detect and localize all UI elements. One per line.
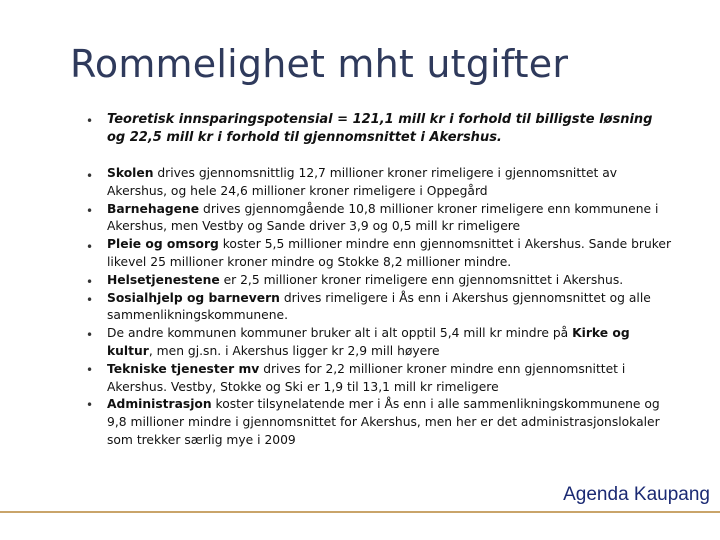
intro-text: Teoretisk innsparingspotensial = 121,1 mill kr i forhold til billigste løsning og 22,5 mill kr i forhold til gjennomsnittet i Akershus. xyxy=(107,112,653,145)
list-item xyxy=(107,290,672,326)
brand-logo-text: Agenda Kaupang xyxy=(563,484,710,505)
item-bold: Kirke og kultur xyxy=(107,326,630,358)
list-item xyxy=(107,325,672,361)
item-bold: Administrasjon xyxy=(107,397,212,412)
bullet-icon: • xyxy=(86,293,94,307)
item-text: koster 5,5 millioner mindre enn gjennomsnittet i Akershus. Sande bruker likevel 25 millioner kroner mindre og Stokke 8,2 millioner mindre. xyxy=(107,237,672,269)
list-item xyxy=(107,165,672,201)
item-text: De andre kommunen kommuner bruker alt i alt opptil 5,4 mill kr mindre på xyxy=(107,326,573,341)
bullet-icon: • xyxy=(86,114,94,128)
bullet-icon: • xyxy=(86,363,94,377)
item-bold: Pleie og omsorg xyxy=(107,237,219,252)
item-text: er 2,5 millioner kroner rimeligere enn gjennomsnittet i Akershus. xyxy=(219,272,624,287)
bullet-icon: • xyxy=(86,240,94,254)
list-item xyxy=(107,272,672,290)
item-text: drives gjennomgående 10,8 millioner kroner rimeligere enn kommunene i Akershus, men Vestby og Sande driver 3,9 og 0,5 mill kr rimeligere xyxy=(107,201,659,234)
list-item xyxy=(107,361,672,397)
item-bold: Skolen xyxy=(107,166,154,180)
item-bold: Sosialhjelp og barnevern xyxy=(107,290,280,305)
bullet-icon: • xyxy=(86,275,94,289)
item-text: drives rimeligere i Ås enn i Akershus gjennomsnittet og alle sammenlikningskommunene. xyxy=(107,290,651,323)
item-text: drives for 2,2 millioner kroner mindre enn gjennomsnittet i Akershus. Vestby, Stokke og Ski er 1,9 til 13,1 mill kr rimeligere xyxy=(107,361,626,394)
bullet-icon: • xyxy=(86,328,94,342)
item-bold: Tekniske tjenester mv xyxy=(107,361,260,376)
item-text: koster tilsynelatende mer i Ås enn i alle sammenlikningskommunene og 9,8 millioner mindre i gjennomsnittet for Akershus, men her er det administrasjonslokaler som trekker særlig mye i 2009 xyxy=(107,397,660,447)
item-bold: Barnehagene xyxy=(107,201,200,216)
bullet-icon: • xyxy=(86,204,94,218)
bullet-icon: • xyxy=(86,169,94,183)
footer-divider xyxy=(0,511,720,513)
item-text: , men gj.sn. i Akershus ligger kr 2,9 mill høyere xyxy=(148,343,440,358)
slide-title: Rommelighet mht utgifter xyxy=(70,42,569,86)
item-text: drives gjennomsnittlig 12,7 millioner kroner rimeligere i gjennomsnittet av Akershus, og hele 24,6 millioner kroner rimeligere i Oppegård xyxy=(107,166,618,198)
list-item xyxy=(107,396,672,449)
list-item xyxy=(107,236,672,272)
item-bold: Helsetjenestene xyxy=(107,272,220,287)
bullet-list xyxy=(107,165,672,450)
list-item xyxy=(107,201,672,237)
bullet-icon: • xyxy=(86,398,94,412)
